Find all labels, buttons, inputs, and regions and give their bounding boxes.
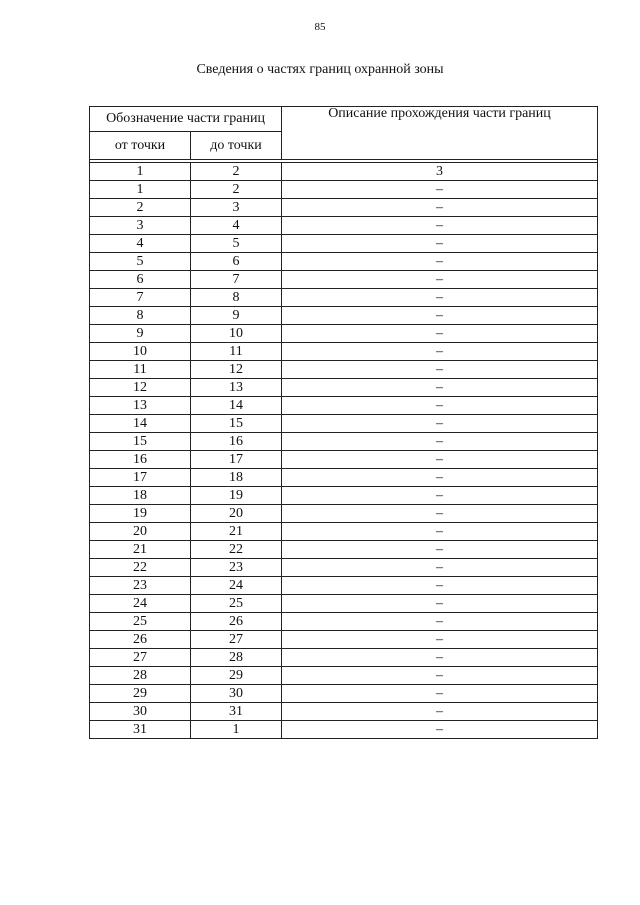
to-point-cell: 21 [191, 523, 282, 541]
table-row [90, 235, 598, 253]
to-point-cell: 1 [191, 721, 282, 739]
to-point-cell: 5 [191, 235, 282, 253]
table-row [90, 361, 598, 379]
description-cell: – [282, 307, 598, 325]
table-row [90, 595, 598, 613]
from-point-cell: 13 [90, 397, 191, 415]
from-point-cell: 1 [90, 163, 191, 181]
description-cell: – [282, 325, 598, 343]
description-cell: – [282, 289, 598, 307]
to-point-cell: 12 [191, 361, 282, 379]
table-row [90, 289, 598, 307]
to-point-header: до точки [191, 132, 282, 160]
from-point-cell: 27 [90, 649, 191, 667]
table-row [90, 649, 598, 667]
to-point-cell: 29 [191, 667, 282, 685]
description-cell: – [282, 397, 598, 415]
table-row [90, 505, 598, 523]
table-row [90, 523, 598, 541]
description-cell: – [282, 631, 598, 649]
from-point-cell: 8 [90, 307, 191, 325]
from-point-cell: 21 [90, 541, 191, 559]
boundary-part-designation-header: Обозначение части границ [90, 107, 282, 132]
table-header [90, 107, 598, 163]
boundary-description-header: Описание прохождения части границ [282, 107, 598, 160]
table-row [90, 343, 598, 361]
from-point-cell: 3 [90, 217, 191, 235]
from-point-cell: 22 [90, 559, 191, 577]
table-row [90, 181, 598, 199]
table-row [90, 451, 598, 469]
from-point-cell: 30 [90, 703, 191, 721]
from-point-cell: 16 [90, 451, 191, 469]
table-row [90, 307, 598, 325]
description-cell: – [282, 253, 598, 271]
from-point-cell: 12 [90, 379, 191, 397]
boundary-parts-table [89, 106, 598, 739]
to-point-cell: 24 [191, 577, 282, 595]
table-row [90, 199, 598, 217]
description-cell: – [282, 271, 598, 289]
table-row [90, 217, 598, 235]
table-row [90, 667, 598, 685]
description-cell: – [282, 217, 598, 235]
description-cell: – [282, 487, 598, 505]
to-point-cell: 31 [191, 703, 282, 721]
table-row [90, 163, 598, 181]
description-cell: – [282, 415, 598, 433]
description-cell: – [282, 595, 598, 613]
to-point-cell: 23 [191, 559, 282, 577]
table-row [90, 541, 598, 559]
to-point-cell: 22 [191, 541, 282, 559]
to-point-cell: 6 [191, 253, 282, 271]
document-title: Сведения о частях границ охранной зоны [196, 62, 444, 77]
description-cell: – [282, 523, 598, 541]
description-cell: 3 [282, 163, 598, 181]
table-row [90, 271, 598, 289]
description-cell: – [282, 703, 598, 721]
to-point-cell: 30 [191, 685, 282, 703]
to-point-cell: 20 [191, 505, 282, 523]
from-point-cell: 4 [90, 235, 191, 253]
to-point-cell: 15 [191, 415, 282, 433]
table-row [90, 433, 598, 451]
to-point-cell: 13 [191, 379, 282, 397]
from-point-cell: 14 [90, 415, 191, 433]
description-cell: – [282, 505, 598, 523]
to-point-cell: 19 [191, 487, 282, 505]
to-point-cell: 25 [191, 595, 282, 613]
description-cell: – [282, 469, 598, 487]
description-cell: – [282, 559, 598, 577]
table-row [90, 559, 598, 577]
from-point-cell: 15 [90, 433, 191, 451]
description-cell: – [282, 433, 598, 451]
description-cell: – [282, 451, 598, 469]
from-point-cell: 23 [90, 577, 191, 595]
description-cell: – [282, 361, 598, 379]
table-row [90, 577, 598, 595]
to-point-cell: 27 [191, 631, 282, 649]
to-point-cell: 8 [191, 289, 282, 307]
to-point-cell: 16 [191, 433, 282, 451]
to-point-cell: 3 [191, 199, 282, 217]
from-point-cell: 25 [90, 613, 191, 631]
table-row [90, 631, 598, 649]
from-point-header: от точки [90, 132, 191, 160]
from-point-cell: 17 [90, 469, 191, 487]
table-row [90, 487, 598, 505]
description-cell: – [282, 577, 598, 595]
page-number: 85 [314, 21, 326, 33]
table-row [90, 397, 598, 415]
from-point-cell: 5 [90, 253, 191, 271]
to-point-cell: 26 [191, 613, 282, 631]
from-point-cell: 20 [90, 523, 191, 541]
description-cell: – [282, 235, 598, 253]
description-cell: – [282, 181, 598, 199]
description-cell: – [282, 343, 598, 361]
to-point-cell: 28 [191, 649, 282, 667]
from-point-cell: 2 [90, 199, 191, 217]
to-point-cell: 17 [191, 451, 282, 469]
to-point-cell: 9 [191, 307, 282, 325]
table-row [90, 253, 598, 271]
from-point-cell: 7 [90, 289, 191, 307]
table-body [90, 163, 598, 739]
from-point-cell: 26 [90, 631, 191, 649]
description-cell: – [282, 649, 598, 667]
from-point-cell: 31 [90, 721, 191, 739]
to-point-cell: 10 [191, 325, 282, 343]
to-point-cell: 2 [191, 163, 282, 181]
table-row [90, 469, 598, 487]
from-point-cell: 29 [90, 685, 191, 703]
description-cell: – [282, 667, 598, 685]
from-point-cell: 28 [90, 667, 191, 685]
description-cell: – [282, 721, 598, 739]
to-point-cell: 11 [191, 343, 282, 361]
table-row [90, 721, 598, 739]
from-point-cell: 24 [90, 595, 191, 613]
from-point-cell: 19 [90, 505, 191, 523]
from-point-cell: 18 [90, 487, 191, 505]
from-point-cell: 6 [90, 271, 191, 289]
to-point-cell: 7 [191, 271, 282, 289]
to-point-cell: 2 [191, 181, 282, 199]
to-point-cell: 14 [191, 397, 282, 415]
description-cell: – [282, 613, 598, 631]
to-point-cell: 4 [191, 217, 282, 235]
from-point-cell: 11 [90, 361, 191, 379]
table-row [90, 685, 598, 703]
to-point-cell: 18 [191, 469, 282, 487]
table-row [90, 415, 598, 433]
table-row [90, 325, 598, 343]
table-row [90, 703, 598, 721]
description-cell: – [282, 379, 598, 397]
table-row [90, 379, 598, 397]
from-point-cell: 1 [90, 181, 191, 199]
table-row [90, 613, 598, 631]
description-cell: – [282, 199, 598, 217]
from-point-cell: 10 [90, 343, 191, 361]
from-point-cell: 9 [90, 325, 191, 343]
description-cell: – [282, 541, 598, 559]
description-cell: – [282, 685, 598, 703]
